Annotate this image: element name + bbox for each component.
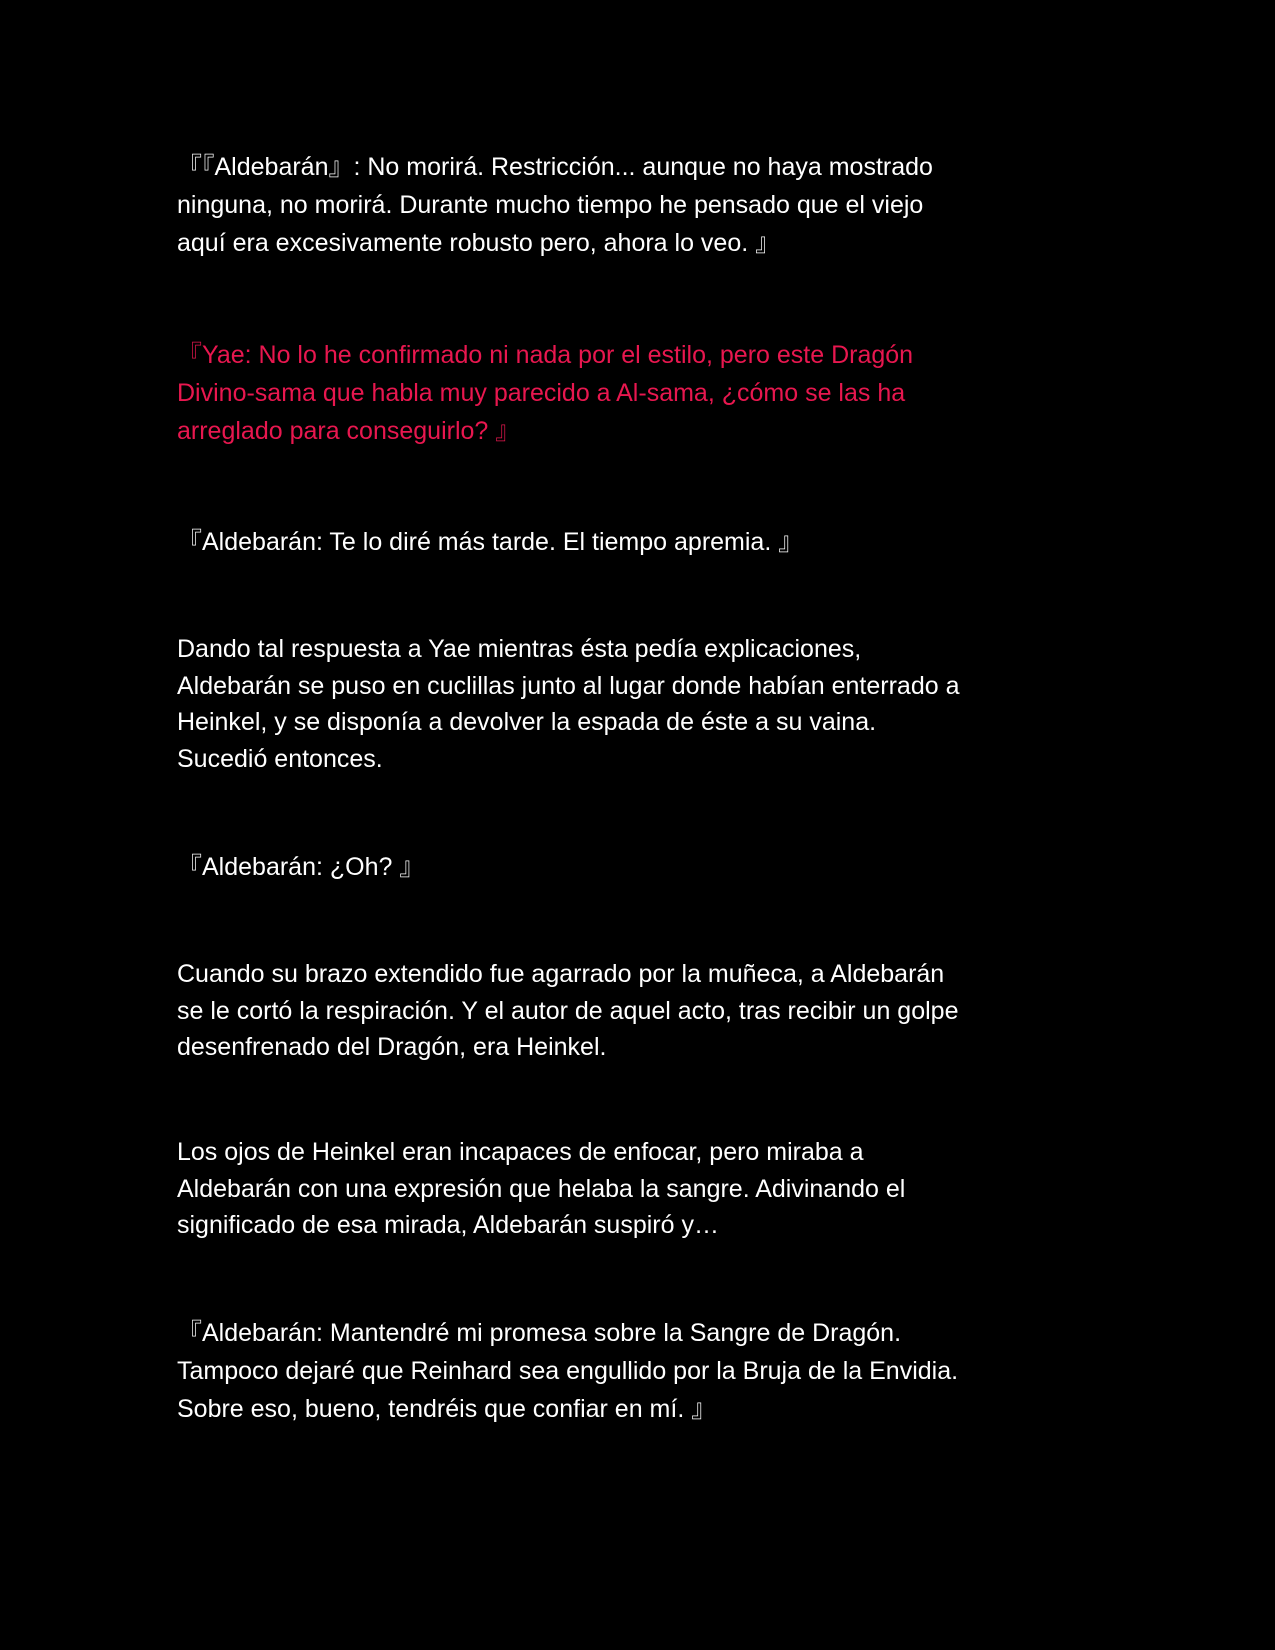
text-line: 『Aldebarán: Te lo diré más tarde. El tiempo apremia. 』 [177, 528, 804, 556]
text-line: desenfrenado del Dragón, era Heinkel. [177, 1033, 607, 1061]
text-line: significado de esa mirada, Aldebarán suspiró y… [177, 1211, 719, 1239]
text-line: Heinkel, y se disponía a devolver la espada de éste a su vaina. [177, 708, 877, 736]
text-line: 『Yae: No lo he confirmado ni nada por el estilo, pero este Dragón [177, 341, 914, 369]
paragraph-aldebaran-dialogue-1 [177, 148, 1097, 262]
paragraph-aldebaran-dialogue-2 [177, 523, 1097, 561]
text-line: arreglado para conseguirlo? 』 [177, 417, 521, 445]
text-line: Sobre eso, bueno, tendréis que confiar en mí. 』 [177, 1395, 717, 1423]
text-line: Los ojos de Heinkel eran incapaces de enfocar, pero miraba a [177, 1138, 864, 1166]
text-line: Cuando su brazo extendido fue agarrado por la muñeca, a Aldebarán [177, 960, 945, 988]
text-line: Divino-sama que habla muy parecido a Al-sama, ¿cómo se las ha [177, 379, 906, 407]
text-line: 『『Aldebarán』: No morirá. Restricción... aunque no haya mostrado [177, 153, 933, 181]
paragraph-yae-dialogue [177, 336, 1097, 450]
text-line: Aldebarán con una expresión que helaba la sangre. Adivinando el [177, 1174, 906, 1203]
text-line: 『Aldebarán: Mantendré mi promesa sobre la Sangre de Dragón. [177, 1319, 902, 1347]
text-line: Dando tal respuesta a Yae mientras ésta pedía explicaciones, [177, 635, 862, 663]
paragraph-narration-1 [177, 631, 1097, 777]
paragraph-aldebaran-dialogue-3 [177, 848, 1097, 886]
paragraph-narration-2 [177, 956, 1097, 1066]
text-line: aquí era excesivamente robusto pero, ahora lo veo. 』 [177, 229, 781, 257]
text-line: se le cortó la respiración. Y el autor de aquel acto, tras recibir un golpe [177, 996, 959, 1025]
text-line: 『Aldebarán: ¿Oh? 』 [177, 853, 425, 881]
text-line: Tampoco dejaré que Reinhard sea engullido por la Bruja de la Envidia. [177, 1357, 959, 1385]
paragraph-aldebaran-dialogue-4 [177, 1314, 1097, 1428]
text-line: ninguna, no morirá. Durante mucho tiempo he pensado que el viejo [177, 191, 924, 219]
paragraph-narration-3 [177, 1134, 1097, 1244]
text-line: Aldebarán se puso en cuclillas junto al lugar donde habían enterrado a [177, 671, 960, 700]
text-line: Sucedió entonces. [177, 744, 383, 773]
